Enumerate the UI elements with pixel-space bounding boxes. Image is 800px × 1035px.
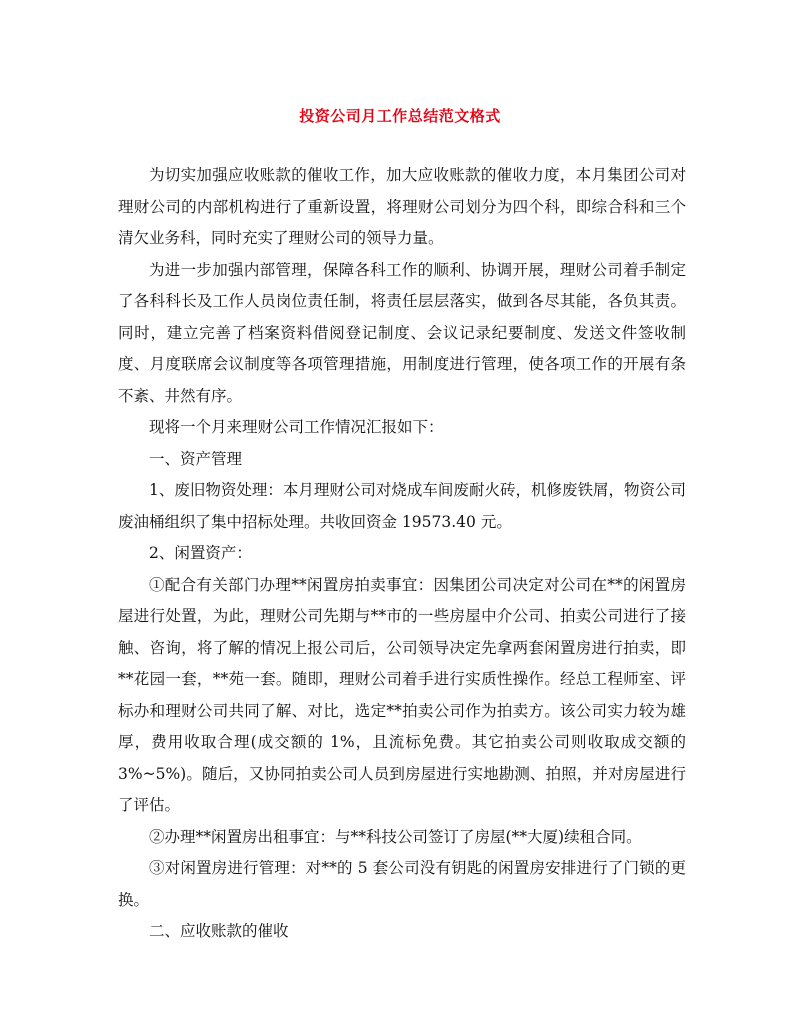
paragraph-intro: 为切实加强应收账款的催收工作，加大应收账款的催收力度，本月集团公司对理财公司的内部机构进行了重新设置，将理财公司划分为四个科，即综合科和三个清欠业务科，同时充实了理财公司的领导力量。 — [118, 166, 686, 247]
paragraph-idle-house-rental: ②办理**闲置房出租事宜：与**科技公司签订了房屋(**大厦)续租合同。 — [149, 827, 642, 846]
document-body — [118, 160, 686, 948]
section-heading-asset-management: 一、资产管理 — [149, 449, 243, 468]
document-title: 投资公司月工作总结范文格式 — [299, 107, 501, 125]
paragraph-idle-house-auction: ①配合有关部门办理**闲置房拍卖事宜：因集团公司决定对公司在**的闲置房屋进行处置，为此，理财公司先期与**市的一些房屋中介公司、拍卖公司进行了接触、咨询，将了解的情况上报公司后，公司领导决定先拿两套闲置房进行拍卖，即**花园一套，**苑一套。随即，理财公司着手进行实质性操作。经总工程师室、评标办和理财公司共同了解、对比，选定**拍卖公司作为拍卖方。该公司实力较为雄厚，费用收取合理(成交额的 1%，且流标免费。其它拍卖公司则收取成交额的 3%~5%)。随后，又协同拍卖公司人员到房屋进行实地勘测、拍照，并对房屋进行了评估。 — [118, 575, 686, 814]
section-heading-receivables: 二、应收账款的催收 — [149, 922, 289, 940]
paragraph-report-lead: 现将一个月来理财公司工作情况汇报如下： — [149, 418, 444, 436]
paragraph-waste-materials: 1、废旧物资处理：本月理财公司对烧成车间废耐火砖，机修废铁屑，物资公司废油桶组织了集中招标处理。共收回资金 19573.40 元。 — [118, 481, 686, 531]
subheading-idle-assets: 2、闲置资产： — [149, 544, 252, 562]
paragraph-management: 为进一步加强内部管理，保障各科工作的顺利、协调开展，理财公司着手制定了各科科长及工作人员岗位责任制，将责任层层落实，做到各尽其能，各负其责。同时，建立完善了档案资料借阅登记制度、会议记录纪要制度、发送文件签收制度、月度联席会议制度等各项管理措施，用制度进行管理，使各项工作的开展有条不紊、井然有序。 — [118, 260, 686, 405]
paragraph-idle-house-management: ③对闲置房进行管理：对**的 5 套公司没有钥匙的闲置房安排进行了门锁的更换。 — [118, 859, 686, 909]
